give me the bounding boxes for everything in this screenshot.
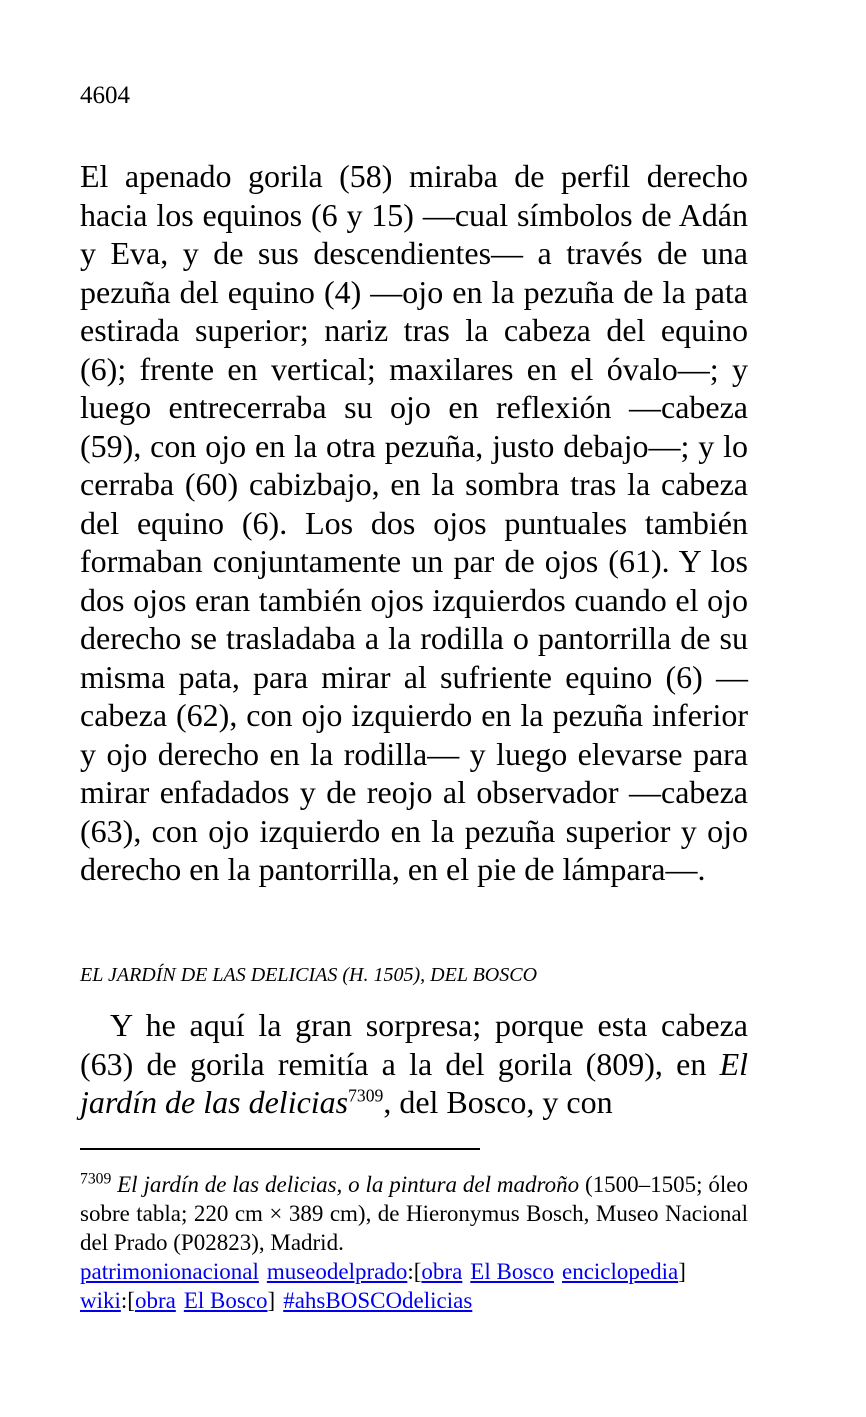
section-paragraph-text-start: Y he aquí la gran sorpresa; porque esta cabeza (63) de gorila remitía a la del gorila (809), en xyxy=(80,1007,748,1082)
link-prado-el-bosco[interactable]: El Bosco xyxy=(470,1259,554,1284)
footnote-title: El jardín de las delicias, o la pintura del madroño xyxy=(117,1172,580,1197)
link-patrimonionacional[interactable]: patrimonionacional xyxy=(80,1259,259,1284)
link-wiki-el-bosco[interactable]: El Bosco xyxy=(183,1288,268,1313)
link-separator: ] xyxy=(267,1288,276,1313)
page-number: 4604 xyxy=(80,82,130,109)
link-hashtag[interactable]: #ahsBOSCOdelicias xyxy=(283,1288,473,1313)
footnote-number: 7309 xyxy=(80,1170,112,1188)
link-prado-obra[interactable]: obra xyxy=(421,1259,463,1284)
footnote-divider xyxy=(80,1148,480,1150)
link-separator: ] xyxy=(678,1259,686,1284)
link-wiki[interactable]: wiki xyxy=(80,1288,121,1313)
artwork-title: El jardín de las delicias xyxy=(80,1045,748,1120)
body-paragraph: El apenado gorila (58) miraba de perfil derecho hacia los equinos (6 y 15) —cual símbolos de Adán y Eva, y de sus descendientes— a través de una pezuña del equino (4) —ojo en la pezuña de la pata estirada superior; nariz tras la cabeza del equino (6); frente en vertical; maxilares en el óvalo—; y luego entrecerraba su ojo en reflexión —cabeza (59), con ojo en la otra pezuña, justo debajo—; y lo cerraba (60) cabizbajo, en la sombra tras la cabeza del equino (6). Los dos ojos puntuales también formaban conjuntamente un par de ojos (61). Y los dos ojos eran también ojos izquierdos cuando el ojo derecho se trasladaba a la rodilla o pantorrilla de su misma pata, para mirar al sufriente equino (6) —cabeza (62), con ojo izquierdo en la pezuña inferior y ojo derecho en la rodilla— y luego elevarse para mirar enfadados y de reojo al observador —cabeza (63), con ojo izquierdo en la pezuña superior y ojo derecho en la pantorrilla, en el pie de lámpara—. xyxy=(80,158,748,887)
link-prado-enciclopedia[interactable]: enciclopedia xyxy=(562,1259,679,1284)
link-wiki-obra[interactable]: obra xyxy=(134,1288,176,1313)
link-museodelprado[interactable]: museodelprado xyxy=(266,1259,408,1284)
footnote-text: (1500–1505; óleo sobre tabla; 220 cm × 389 cm), de Hieronymus Bosch, Museo Nacional del Prado (P02823), Madrid. xyxy=(80,1172,748,1255)
link-separator: :[ xyxy=(407,1259,422,1284)
footnote-reference[interactable]: 7309 xyxy=(348,1085,384,1106)
section-paragraph xyxy=(80,1006,748,1122)
footnote-links xyxy=(80,1257,748,1315)
section-paragraph-text-end: , del Bosco, y con xyxy=(383,1084,613,1120)
link-separator: :[ xyxy=(120,1288,135,1313)
footnote xyxy=(80,1170,748,1257)
section-heading: EL JARDÍN DE LAS DELICIAS (H. 1505), DEL BOSCO xyxy=(80,964,538,986)
